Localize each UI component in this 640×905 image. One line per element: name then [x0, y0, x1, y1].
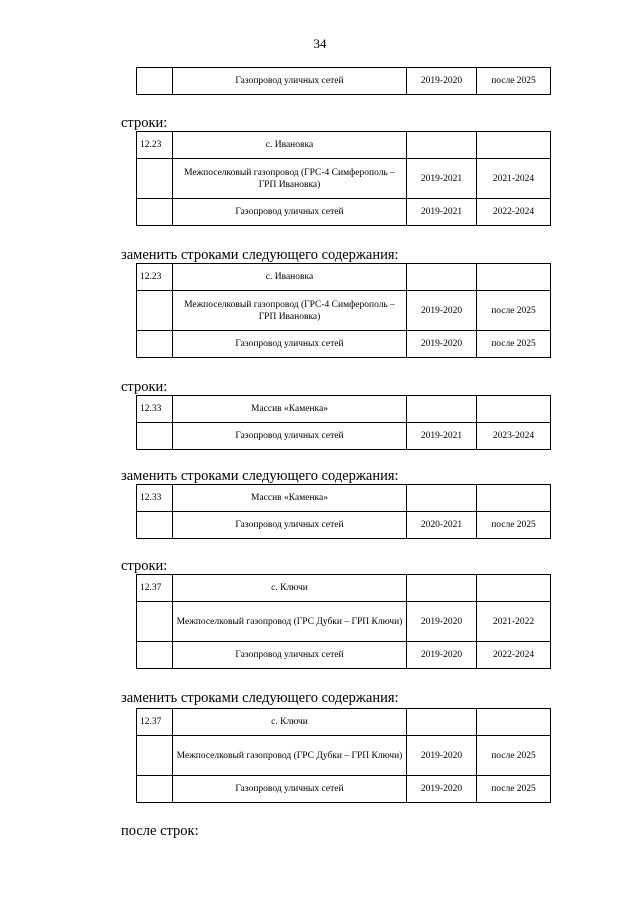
design-years [407, 575, 477, 602]
object-name: Газопровод уличных сетей [173, 199, 407, 226]
object-name: Межпоселковый газопровод (ГРС-4 Симферополь – ГРП Ивановка) [173, 291, 407, 331]
table-row [137, 132, 551, 159]
table-old-12-33 [136, 395, 551, 450]
table-row [137, 602, 551, 642]
object-name: Газопровод уличных сетей [173, 642, 407, 669]
design-years [407, 485, 477, 512]
table-row [137, 68, 551, 95]
design-years: 2019-2021 [407, 159, 477, 199]
construction-years: 2023-2024 [477, 423, 551, 450]
design-years: 2019-2020 [407, 331, 477, 358]
row-number [137, 199, 173, 226]
construction-years: после 2025 [477, 331, 551, 358]
section-label: заменить строками следующего содержания: [121, 690, 399, 706]
row-number [137, 642, 173, 669]
row-number [137, 776, 173, 803]
design-years [407, 396, 477, 423]
table-new-12-33 [136, 484, 551, 539]
construction-years: после 2025 [477, 68, 551, 95]
row-number [137, 512, 173, 539]
row-number: 12.37 [137, 709, 173, 736]
row-number [137, 159, 173, 199]
design-years: 2019-2020 [407, 736, 477, 776]
table-row [137, 396, 551, 423]
table-row [137, 485, 551, 512]
construction-years: после 2025 [477, 776, 551, 803]
object-name: Межпоселковый газопровод (ГРС-4 Симферополь – ГРП Ивановка) [173, 159, 407, 199]
object-name: Газопровод уличных сетей [173, 68, 407, 95]
table-old-12-37 [136, 574, 551, 669]
object-name: Газопровод уличных сетей [173, 512, 407, 539]
page-number: 34 [313, 36, 327, 51]
row-number [137, 331, 173, 358]
construction-years: 2021-2024 [477, 159, 551, 199]
section-label: заменить строками следующего содержания: [121, 247, 399, 263]
design-years: 2019-2020 [407, 642, 477, 669]
object-name: Газопровод уличных сетей [173, 776, 407, 803]
design-years: 2019-2020 [407, 776, 477, 803]
table-continuation [136, 67, 551, 95]
design-years: 2020-2021 [407, 512, 477, 539]
footer-label: после строк: [121, 823, 199, 839]
row-number [137, 736, 173, 776]
object-name: Массив «Каменка» [173, 396, 407, 423]
design-years [407, 132, 477, 159]
design-years [407, 709, 477, 736]
row-number: 12.37 [137, 575, 173, 602]
construction-years: после 2025 [477, 512, 551, 539]
table-row [137, 642, 551, 669]
object-name: с. Ключи [173, 575, 407, 602]
object-name: с. Ключи [173, 709, 407, 736]
construction-years: 2022-2024 [477, 642, 551, 669]
row-number: 12.23 [137, 264, 173, 291]
object-name: Межпоселковый газопровод (ГРС Дубки – ГРП Ключи) [173, 602, 407, 642]
object-name: Газопровод уличных сетей [173, 331, 407, 358]
row-number: 12.33 [137, 485, 173, 512]
design-years: 2019-2020 [407, 291, 477, 331]
row-number: 12.33 [137, 396, 173, 423]
object-name: с. Ивановка [173, 132, 407, 159]
table-old-12-23 [136, 131, 551, 226]
row-number [137, 602, 173, 642]
construction-years: 2022-2024 [477, 199, 551, 226]
section-label: строки: [121, 558, 168, 574]
table-row [137, 331, 551, 358]
object-name: с. Ивановка [173, 264, 407, 291]
design-years: 2019-2021 [407, 423, 477, 450]
table-row [137, 736, 551, 776]
table-row [137, 776, 551, 803]
object-name: Газопровод уличных сетей [173, 423, 407, 450]
design-years: 2019-2020 [407, 602, 477, 642]
section-label: строки: [121, 379, 168, 395]
construction-years [477, 485, 551, 512]
table-row [137, 199, 551, 226]
table-row [137, 159, 551, 199]
table-row [137, 264, 551, 291]
table-row [137, 512, 551, 539]
table-row [137, 423, 551, 450]
row-number: 12.23 [137, 132, 173, 159]
row-number [137, 423, 173, 450]
construction-years [477, 709, 551, 736]
design-years [407, 264, 477, 291]
table-row [137, 575, 551, 602]
construction-years [477, 132, 551, 159]
construction-years [477, 575, 551, 602]
design-years: 2019-2020 [407, 68, 477, 95]
section-label: строки: [121, 115, 168, 131]
construction-years [477, 264, 551, 291]
table-row [137, 291, 551, 331]
construction-years: после 2025 [477, 291, 551, 331]
design-years: 2019-2021 [407, 199, 477, 226]
object-name: Межпоселковый газопровод (ГРС Дубки – ГРП Ключи) [173, 736, 407, 776]
row-number [137, 68, 173, 95]
object-name: Массив «Каменка» [173, 485, 407, 512]
table-row [137, 709, 551, 736]
construction-years: после 2025 [477, 736, 551, 776]
construction-years: 2021-2022 [477, 602, 551, 642]
table-new-12-23 [136, 263, 551, 358]
section-label: заменить строками следующего содержания: [121, 468, 399, 484]
row-number [137, 291, 173, 331]
table-new-12-37 [136, 708, 551, 803]
construction-years [477, 396, 551, 423]
